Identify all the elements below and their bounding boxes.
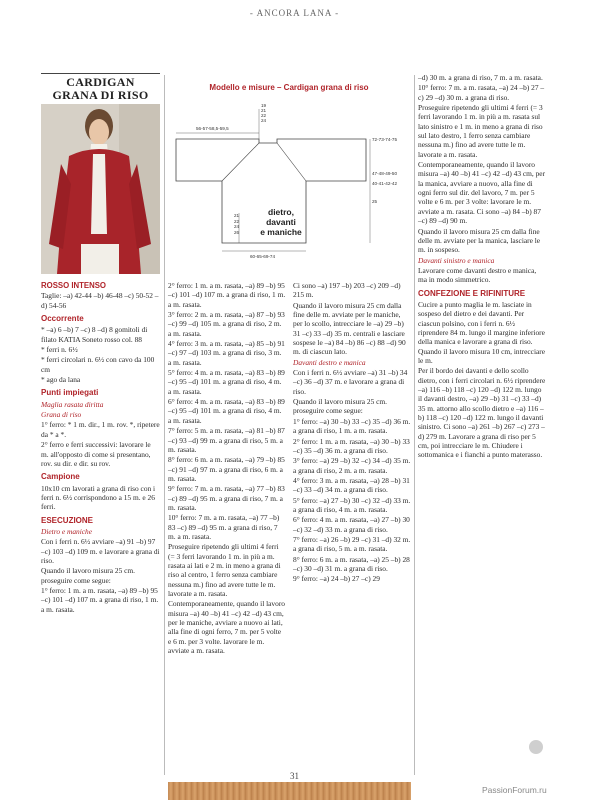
paragraph: * ago da lana xyxy=(41,375,81,385)
paragraph: Punti impiegati xyxy=(41,388,99,398)
column-divider xyxy=(164,75,165,775)
paragraph: 5° ferro: 4 m. a m. rasata, –a) 83 –b) 89 –c) 95 –d) 101 m. a grana di riso, 4 m. a m. rasata. xyxy=(168,368,285,396)
paragraph: Davanti sinistro e manica xyxy=(418,255,495,265)
column-2 xyxy=(168,281,286,656)
paragraph: 2° ferro: 1 m. a m. rasata, –a) 30 –b) 33 –c) 35 –d) 36 m. a grana di riso. xyxy=(293,436,410,455)
paragraph: Cucire a punto maglia le m. lasciate in sospeso del dietro e dei davanti. Per ciascun polsino, con i ferri n. 6½ riprendere 84 m. lungo il margine inferiore della manica e lavorare a grana di riso. Quando il lavoro misura 10 cm, intrecciare le m. xyxy=(418,299,546,365)
paragraph: 7° ferro: –a) 26 –b) 29 –c) 31 –d) 32 m. a grana di riso, 5 m. a m. rasata. xyxy=(293,534,411,554)
label-right-top: 72-73-74-75 xyxy=(372,137,398,142)
diagram-inner-label xyxy=(256,207,306,237)
paragraph: 6° ferro: 4 m. a m. rasata, –a) 27 –b) 30 –c) 32 –d) 33 m. a grana di riso. xyxy=(293,515,410,534)
paragraph: 4° ferro: 3 m. a m. rasata, –a) 28 –b) 31 –c) 33 –d) 34 m. a grana di riso. xyxy=(293,475,410,495)
label-right-mid: 47-48-49-50 xyxy=(372,171,398,176)
paragraph: Quando il lavoro misura 25 cm. proseguire come segue: xyxy=(41,566,136,585)
label-side: 25 xyxy=(372,199,378,204)
label-left-low: 21 22 24 26 xyxy=(234,213,240,235)
paragraph: 2° ferro e ferri successivi: lavorare le m. all'opposto di come si presentano, rov. su dir. e dir. su rov. xyxy=(41,440,151,468)
pattern-diagram xyxy=(166,73,412,279)
page-number: 31 xyxy=(290,771,299,781)
paragraph: 6° ferro: 4 m. a m. rasata, –a) 83 –b) 89 –c) 95 –d) 101 m. a grana di riso, 4 m. a m. rasata. xyxy=(168,397,285,425)
article-title xyxy=(41,73,160,102)
watermark: PassionForum.ru xyxy=(482,785,547,795)
paragraph: 9° ferro: 7 m. a m. rasata, –a) 77 –b) 83 –c) 89 –d) 95 m. a grana di riso, 7 m. a m. rasata. xyxy=(168,484,285,512)
paragraph: Quando il lavoro misura 25 cm. proseguire come segue: xyxy=(293,397,388,416)
paragraph: Occorrente xyxy=(41,314,84,324)
paragraph: 10x10 cm lavorati a grana di riso con i ferri n. 6½ corrispondono a 15 m. e 26 ferri. xyxy=(41,483,156,512)
paragraph: 1° ferro: * 1 m. dir., 1 m. rov. *, ripetere da * a *. xyxy=(41,420,160,439)
label-top-sizes: 19 21 22 24 xyxy=(261,103,267,123)
diagram-title: Modello e misure – Cardigan grana di riso xyxy=(209,83,369,92)
paragraph: 3° ferro: –a) 29 –b) 32 –c) 34 –d) 35 m. a grana di riso, 2 m. a m. rasata. xyxy=(293,456,411,475)
paragraph: * ferri circolari n. 6½ con cavo da 100 cm xyxy=(41,355,155,374)
label-shoulder: 56-57-58,5-59,5 xyxy=(196,126,229,131)
paragraph: Contemporaneamente, quando il lavoro misura –a) 40 –b) 41 –c) 42 –d) 43 cm, per le maniche, avviare a nuovo ai lati, alla fine di ogni ferro, 7 m. per 5 volte e 6 m. per 3 volte. lavorare le m. avviate a m. rasata. xyxy=(168,599,285,656)
paragraph: * –a) 6 –b) 7 –c) 8 –d) 8 gomitoli di filato KATIA Soneto rosso col. 88 xyxy=(41,325,148,344)
paragraph: Per il bordo dei davanti e dello scollo dietro, con i ferri circolari n. 6½ riprendere –a) 116 –b) 118 –c) 120 –d) 122 m. lungo il davanti destro, –a) 29 –b) 31 –c) 33 –d) 35 m. attorno allo scollo dietro e –a) 116 –b) 118 –c) 120 –d) 122 m. lungo il davanti sinistro. Ci sono –a) 261 –b) 267 –c) 273 –d) 279 m. Lavorare a grana di riso per 5 cm, poi intrecciare le m. Chiudere i sottomanica e i fianchi a punto materasso. xyxy=(418,366,546,460)
paragraph: Maglia rasata diritta xyxy=(41,399,104,409)
column-1 xyxy=(41,281,160,615)
paragraph: 7° ferro: 5 m. a m. rasata, –a) 81 –b) 87 –c) 93 –d) 99 m. a grana di riso, 5 m. a m. rasata. xyxy=(168,426,285,454)
paragraph: Quando il lavoro misura 25 cm dalla fine delle m. avviate per la manica, lasciare le m. in sospeso. xyxy=(418,226,541,255)
column-4 xyxy=(418,73,546,461)
paragraph: Taglie: –a) 42-44 –b) 46-48 –c) 50-52 –d) 54-56 xyxy=(41,291,159,310)
paragraph: Quando il lavoro misura 25 cm dalla fine delle m. avviate per le maniche, per lo scollo, intrecciare le –a) 29 –b) 31 –c) 33 –d) 35 m. centrali e lasciare sospese le –a) 84 –b) 86 –c) 88 –d) 90 m. di ciascun lato. xyxy=(293,300,406,357)
paragraph: Dietro e maniche xyxy=(41,526,93,536)
paragraph: Grana di riso xyxy=(41,410,82,420)
paragraph: 5° ferro: –a) 27 –b) 30 –c) 32 –d) 33 m. a grana di riso, 4 m. a m. rasata. xyxy=(293,495,411,514)
paragraph: Davanti destro e manica xyxy=(293,357,366,367)
inner-line-1: dietro, xyxy=(268,207,294,217)
paragraph: ESECUZIONE xyxy=(41,515,94,525)
paragraph: Contemporaneamente, quando il lavoro misura –a) 40 –b) 41 –c) 42 –d) 43 cm, per la manica, avviare a nuovo, alla fine di ogni ferro sul dir. del lavoro, 7 m. per 5 volte e 6 m. per 3 volte: lavorare le m. avviate a m. rasata. Ci sono –a) 84 –b) 87 –c) 89 –d) 90 m. xyxy=(418,160,546,226)
paragraph: Con i ferri n. 6½ avviare –a) 91 –b) 97 –c) 103 –d) 109 m. e lavorare a grana di riso. xyxy=(41,537,160,565)
title-line-1: CARDIGAN xyxy=(66,75,135,89)
inner-line-2: davanti xyxy=(266,217,296,227)
paragraph: 9° ferro: –a) 24 –b) 27 –c) 29 xyxy=(293,574,380,584)
paragraph: Lavorare come davanti destro e manica, ma in modo simmetrico. xyxy=(418,265,537,285)
schematic-drawing xyxy=(166,73,412,279)
paragraph: 10° ferro: 7 m. a m. rasata, –a) 77 –b) 83 –c) 89 –d) 95 m. a grana di riso, 7 m. a m. rasata. xyxy=(168,513,280,541)
column-divider xyxy=(414,75,415,775)
paragraph: Ci sono –a) 197 –b) 203 –c) 209 –d) 215 m. xyxy=(293,281,401,300)
paragraph: 3° ferro: 2 m. a m. rasata, –a) 87 –b) 93 –c) 99 –d) 105 m. a grana di riso, 2 m. a m. rasata. xyxy=(168,310,285,338)
column-3 xyxy=(293,281,411,585)
paragraph: Proseguire ripetendo gli ultimi 4 ferri (= 3 ferri lavorando 1 m. in più a m. rasata ai lati e 2 m. in meno a grana di riso al centro, 1 ferro senza cambiare nessuna m.) fino ad avere tutte le m. lavorate a m. rasata. xyxy=(168,542,281,598)
paragraph: 10° ferro: 7 m. a m. rasata, –a) 24 –b) 27 –c) 29 –d) 30 m. a grana di riso. xyxy=(418,83,545,102)
magazine-logo-icon xyxy=(529,740,543,754)
model-photo-illustration xyxy=(41,104,160,274)
running-header: - ANCORA LANA - xyxy=(249,8,340,18)
paragraph: Campione xyxy=(41,472,80,482)
paragraph: –d) 30 m. a grana di riso, 7 m. a m. rasata. xyxy=(418,73,543,82)
paragraph: 8° ferro: 6 m. a m. rasata, –a) 79 –b) 85 –c) 91 –d) 97 m. a grana di riso, 6 m. a m. rasata. xyxy=(168,455,285,483)
paragraph: 8° ferro: 6 m. a m. rasata, –a) 25 –b) 28 –c) 30 –d) 31 m. a grana di riso. xyxy=(293,554,410,573)
knit-texture-strip xyxy=(168,782,411,800)
paragraph: 4° ferro: 3 m. a m. rasata, –a) 85 –b) 91 –c) 97 –d) 103 m. a grana di riso, 3 m. a m. rasata. xyxy=(168,339,285,367)
paragraph: * ferri n. 6½ xyxy=(41,345,78,355)
paragraph: 2° ferro: 1 m. a m. rasata, –a) 89 –b) 95 –c) 101 –d) 107 m. a grana di riso, 1 m. a m. rasata. xyxy=(168,281,286,309)
paragraph: ROSSO INTENSO xyxy=(41,281,106,290)
label-right-low: 40-41-42-42 xyxy=(372,181,398,186)
title-line-2: GRANA DI RISO xyxy=(52,88,149,102)
paragraph: Proseguire ripetendo gli ultimi 4 ferri (= 3 ferri lavorando 1 m. in più a m. rasata sul lato sinistro e 1 m. in meno a grana di riso sul lato destro, 1 ferro senza cambiare nessuna m.) fino ad avere tutte le m. lavorate a m. rasata. xyxy=(418,103,543,159)
paragraph: Con i ferri n. 6½ avviare –a) 31 –b) 34 –c) 36 –d) 37 m. e lavorare a grana di riso. xyxy=(293,368,408,396)
label-bottom: 60-65-69-74 xyxy=(250,254,276,259)
paragraph: CONFEZIONE E RIFINITURE xyxy=(418,288,526,298)
inner-line-3: e maniche xyxy=(260,227,302,237)
model-photo xyxy=(41,104,160,274)
paragraph: 1° ferro: 1 m. a m. rasata, –a) 89 –b) 95 –c) 101 –d) 107 m. a grana di riso, 1 m. a m. rasata. xyxy=(41,585,159,614)
paragraph: 1° ferro: –a) 30 –b) 33 –c) 35 –d) 36 m. a grana di riso, 1 m. a m. rasata. xyxy=(293,416,411,436)
